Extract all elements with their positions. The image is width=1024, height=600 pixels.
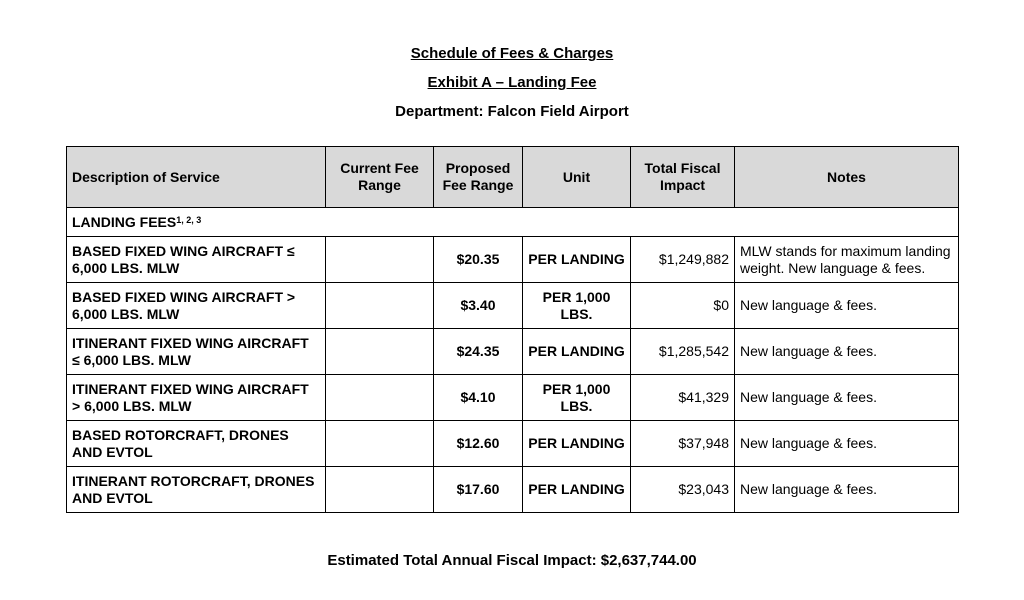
fiscal-impact-cell: $0 — [631, 283, 735, 329]
table-row — [67, 375, 959, 421]
proposed-fee-cell: $4.10 — [434, 375, 523, 421]
current-fee-cell — [326, 467, 434, 513]
current-fee-cell — [326, 421, 434, 467]
section-footnotes: 1, 2, 3 — [176, 214, 202, 225]
unit-cell: PER LANDING — [523, 329, 631, 375]
description-cell: ITINERANT FIXED WING AIRCRAFT ≤ 6,000 LBS. MLW — [67, 329, 326, 375]
section-row-landing-fees — [67, 208, 959, 237]
description-cell: ITINERANT ROTORCRAFT, DRONES AND EVTOL — [67, 467, 326, 513]
document-title: Schedule of Fees & Charges — [410, 45, 614, 62]
column-header-notes: Notes — [735, 147, 959, 208]
table-row — [67, 329, 959, 375]
table-row — [67, 421, 959, 467]
description-cell: BASED FIXED WING AIRCRAFT ≤ 6,000 LBS. MLW — [67, 237, 326, 283]
current-fee-cell — [326, 329, 434, 375]
proposed-fee-cell: $3.40 — [434, 283, 523, 329]
unit-cell: PER LANDING — [523, 421, 631, 467]
column-header-description: Description of Service — [67, 147, 326, 208]
proposed-fee-cell: $24.35 — [434, 329, 523, 375]
notes-cell: New language & fees. — [735, 467, 959, 513]
exhibit-title: Exhibit A – Landing Fee — [427, 74, 597, 91]
notes-cell: New language & fees. — [735, 283, 959, 329]
description-cell: BASED FIXED WING AIRCRAFT > 6,000 LBS. MLW — [67, 283, 326, 329]
description-cell: BASED ROTORCRAFT, DRONES AND EVTOL — [67, 421, 326, 467]
column-header-proposed-fee: Proposed Fee Range — [434, 147, 523, 208]
current-fee-cell — [326, 283, 434, 329]
current-fee-cell — [326, 375, 434, 421]
notes-cell: New language & fees. — [735, 329, 959, 375]
fiscal-impact-cell: $23,043 — [631, 467, 735, 513]
section-label-cell — [67, 208, 959, 237]
column-header-current-fee: Current Fee Range — [326, 147, 434, 208]
notes-cell: New language & fees. — [735, 375, 959, 421]
table-header-row — [67, 147, 959, 208]
fiscal-impact-cell: $1,285,542 — [631, 329, 735, 375]
table-row — [67, 237, 959, 283]
unit-cell: PER 1,000 LBS. — [523, 375, 631, 421]
unit-cell: PER LANDING — [523, 237, 631, 283]
column-header-unit: Unit — [523, 147, 631, 208]
proposed-fee-cell: $17.60 — [434, 467, 523, 513]
fiscal-impact-cell: $37,948 — [631, 421, 735, 467]
proposed-fee-cell: $20.35 — [434, 237, 523, 283]
notes-cell: MLW stands for maximum landing weight. New language & fees. — [735, 237, 959, 283]
fiscal-impact-cell: $1,249,882 — [631, 237, 735, 283]
column-header-fiscal-impact: Total Fiscal Impact — [631, 147, 735, 208]
section-label: LANDING FEES — [72, 213, 177, 230]
table-row — [67, 467, 959, 513]
unit-cell: PER 1,000 LBS. — [523, 283, 631, 329]
description-cell: ITINERANT FIXED WING AIRCRAFT > 6,000 LBS. MLW — [67, 375, 326, 421]
department-label: Department: Falcon Field Airport — [395, 103, 629, 120]
proposed-fee-cell: $12.60 — [434, 421, 523, 467]
fee-table — [66, 146, 959, 513]
fiscal-impact-cell: $41,329 — [631, 375, 735, 421]
total-fiscal-impact: Estimated Total Annual Fiscal Impact: $2,637,744.00 — [327, 552, 697, 569]
unit-cell: PER LANDING — [523, 467, 631, 513]
notes-cell: New language & fees. — [735, 421, 959, 467]
table-row — [67, 283, 959, 329]
current-fee-cell — [326, 237, 434, 283]
